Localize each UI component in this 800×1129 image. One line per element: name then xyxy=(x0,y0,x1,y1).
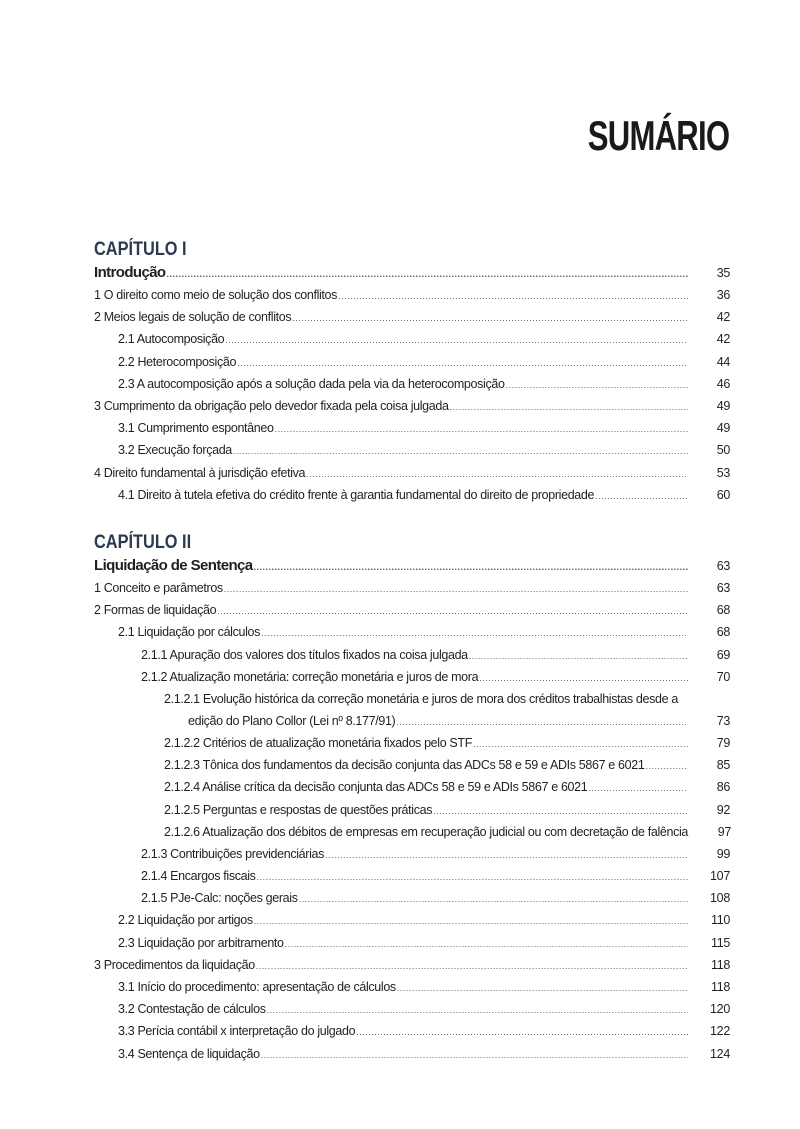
entry-page: 46 xyxy=(716,376,730,391)
entry-page: 42 xyxy=(716,332,730,347)
dot-leader xyxy=(167,263,689,285)
entry-page: 44 xyxy=(716,354,730,369)
entry-page: 68 xyxy=(716,625,730,640)
toc-entry[interactable] xyxy=(94,666,730,688)
dot-leader xyxy=(433,800,688,822)
dot-leader xyxy=(257,866,688,888)
dot-leader xyxy=(275,418,688,440)
toc-entry[interactable] xyxy=(94,887,730,909)
dot-leader xyxy=(233,440,688,462)
dot-leader xyxy=(645,755,688,777)
entry-page: 50 xyxy=(716,443,730,458)
entry-title: 2 Meios legais de solução de conflitos xyxy=(94,310,292,325)
entry-title: 3.2 Contestação de cálculos xyxy=(118,1002,266,1017)
entry-title: 2.1.3 Contribuições previdenciárias xyxy=(141,846,324,861)
toc-entry[interactable] xyxy=(94,284,730,306)
entry-page: 60 xyxy=(716,487,730,502)
dot-leader xyxy=(325,844,688,866)
dot-leader xyxy=(292,307,688,329)
entry-page: 49 xyxy=(716,398,730,413)
entry-page: 118 xyxy=(710,957,730,972)
dot-leader xyxy=(285,933,688,955)
dot-leader xyxy=(479,667,688,689)
entry-title: 4.1 Direito à tutela efetiva do crédito frente à garantia fundamental do direito de propriedade xyxy=(118,487,595,502)
entry-page: 99 xyxy=(716,846,730,861)
entry-title: 2.1.2 Atualização monetária: correção monetária e juros de mora xyxy=(141,669,479,684)
dot-leader xyxy=(267,999,688,1021)
dot-leader xyxy=(225,329,688,351)
dot-leader xyxy=(254,556,688,578)
dot-leader xyxy=(299,888,688,910)
entry-title: 2.1.2.2 Critérios de atualização monetária fixados pelo STF xyxy=(164,735,472,750)
toc-entry[interactable] xyxy=(94,417,730,439)
toc-entry[interactable] xyxy=(94,976,730,998)
entry-page: 79 xyxy=(716,735,730,750)
entry-title: 3.1 Cumprimento espontâneo xyxy=(118,421,274,436)
entry-page: 108 xyxy=(710,891,730,906)
toc-entry[interactable] xyxy=(94,688,730,732)
entry-title: 1 O direito como meio de solução dos conflitos xyxy=(94,288,338,302)
entry-page: 110 xyxy=(710,913,730,928)
entry-page: 92 xyxy=(716,802,730,817)
entry-title: 2.1.2.6 Atualização dos débitos de empresas em recuperação judicial ou com decretação de falência xyxy=(164,824,689,839)
entry-title: 3.2 Execução forçada xyxy=(118,443,232,458)
dot-leader xyxy=(473,733,688,755)
entry-title: 2.1.2.5 Perguntas e respostas de questões práticas xyxy=(164,802,433,817)
toc-entry[interactable] xyxy=(94,644,730,666)
toc-entry[interactable] xyxy=(94,776,730,798)
dot-leader xyxy=(237,352,688,374)
dot-leader xyxy=(396,711,688,733)
entry-page: 63 xyxy=(716,559,730,573)
dot-leader xyxy=(306,463,688,485)
entry-title: 2.1.4 Encargos fiscais xyxy=(141,869,256,884)
toc-entry-main[interactable] xyxy=(94,262,730,284)
entry-title: 2.1.2.3 Tônica dos fundamentos da decisão conjunta das ADCs 58 e 59 e ADIs 5867 e 6021 xyxy=(164,758,645,773)
chapter-label: CAPÍTULO I xyxy=(94,239,187,260)
toc-chapter-2 xyxy=(94,530,730,1065)
toc-entry[interactable] xyxy=(94,577,730,599)
entry-title: 2.1 Autocomposição xyxy=(118,332,225,347)
toc-entry[interactable] xyxy=(94,865,730,887)
toc-entry[interactable] xyxy=(94,909,730,931)
dot-leader xyxy=(469,645,688,667)
dot-leader xyxy=(397,977,688,999)
toc-entry[interactable] xyxy=(94,373,730,395)
toc-entry[interactable] xyxy=(94,439,730,461)
toc-entry[interactable] xyxy=(94,1020,730,1042)
toc-entry[interactable] xyxy=(94,484,730,506)
entry-page: 118 xyxy=(710,980,730,994)
entry-page: 107 xyxy=(710,869,730,884)
page-title: SUMÁRIO xyxy=(587,112,729,159)
entry-title: 4 Direito fundamental à jurisdição efetiva xyxy=(94,465,306,480)
toc-entry[interactable] xyxy=(94,954,730,976)
entry-title: 2.1.5 PJe-Calc: noções gerais xyxy=(141,891,298,906)
toc-entry[interactable] xyxy=(94,328,730,350)
toc-entry[interactable] xyxy=(94,599,730,621)
entry-title: Liquidação de Sentença xyxy=(94,557,253,574)
entry-title: 3 Procedimentos da liquidação xyxy=(94,957,255,972)
entry-title: 2.2 Liquidação por artigos xyxy=(118,913,253,928)
entry-page: 97 xyxy=(717,824,732,839)
dot-leader xyxy=(224,578,688,600)
entry-title: 2.1.1 Apuração dos valores dos títulos fixados na coisa julgada xyxy=(141,647,468,662)
dot-leader xyxy=(506,374,688,396)
entry-title: 2.1 Liquidação por cálculos xyxy=(118,625,261,640)
entry-title: 3.1 Início do procedimento: apresentação de cálculos xyxy=(118,980,396,994)
dot-leader xyxy=(356,1021,688,1043)
entry-title: 2.1.2.1 Evolução histórica da correção monetária e juros de mora dos créditos trabalhistas desde a xyxy=(164,691,678,706)
toc-entry[interactable] xyxy=(94,732,730,754)
entry-title: 2.3 Liquidação por arbitramento xyxy=(118,935,284,950)
dot-leader xyxy=(338,285,688,307)
toc-entry[interactable] xyxy=(94,462,730,484)
dot-leader xyxy=(217,600,688,622)
toc-chapter-1 xyxy=(94,237,730,506)
toc-entry[interactable] xyxy=(94,799,730,821)
toc-entry-main[interactable] xyxy=(94,555,730,577)
dot-leader xyxy=(254,910,688,932)
dot-leader xyxy=(588,777,688,799)
entry-page: 69 xyxy=(716,647,730,662)
entry-page: 85 xyxy=(716,758,730,773)
entry-title: 1 Conceito e parâmetros xyxy=(94,581,223,595)
entry-page: 70 xyxy=(716,669,730,684)
toc-entry[interactable] xyxy=(94,754,730,776)
entry-page: 115 xyxy=(710,935,730,950)
toc-entry[interactable] xyxy=(94,621,730,643)
toc-entry[interactable] xyxy=(94,395,730,417)
toc-entry[interactable] xyxy=(94,1043,730,1065)
dot-leader xyxy=(261,622,688,644)
toc-entry[interactable] xyxy=(94,821,730,843)
entry-title: 2.3 A autocomposição após a solução dada pela via da heterocomposição xyxy=(118,376,505,391)
entry-page: 122 xyxy=(710,1024,730,1039)
toc-entry[interactable] xyxy=(94,843,730,865)
entry-page: 63 xyxy=(716,581,730,595)
entry-page: 124 xyxy=(710,1046,730,1061)
entry-title: 2.2 Heterocomposição xyxy=(118,354,237,369)
entry-title: 3 Cumprimento da obrigação pelo devedor fixada pela coisa julgada xyxy=(94,398,449,413)
entry-title: 2 Formas de liquidação xyxy=(94,603,217,618)
entry-page: 35 xyxy=(716,266,730,280)
entry-title-continued: edição do Plano Collor (Lei nº 8.177/91) xyxy=(188,713,396,728)
toc-entry[interactable] xyxy=(94,351,730,373)
toc-entry[interactable] xyxy=(94,306,730,328)
entry-title: 3.3 Perícia contábil x interpretação do julgado xyxy=(118,1024,356,1039)
toc-entry[interactable] xyxy=(94,932,730,954)
entry-title: Introdução xyxy=(94,264,166,281)
dot-leader xyxy=(256,955,688,977)
entry-title: 2.1.2.4 Análise crítica da decisão conjunta das ADCs 58 e 59 e ADIs 5867 e 6021 xyxy=(164,780,588,795)
entry-page: 86 xyxy=(716,780,730,795)
dot-leader xyxy=(261,1044,688,1066)
entry-page: 49 xyxy=(716,421,730,436)
entry-page: 53 xyxy=(716,465,730,480)
entry-page: 36 xyxy=(716,288,730,302)
toc-entry[interactable] xyxy=(94,998,730,1020)
entry-page: 120 xyxy=(710,1002,730,1017)
entry-page: 42 xyxy=(716,310,730,325)
entry-page: 73 xyxy=(716,713,730,728)
entry-page: 68 xyxy=(716,603,730,618)
dot-leader xyxy=(595,485,688,507)
chapter-label: CAPÍTULO II xyxy=(94,532,192,553)
entry-title: 3.4 Sentença de liquidação xyxy=(118,1046,260,1061)
dot-leader xyxy=(450,396,688,418)
